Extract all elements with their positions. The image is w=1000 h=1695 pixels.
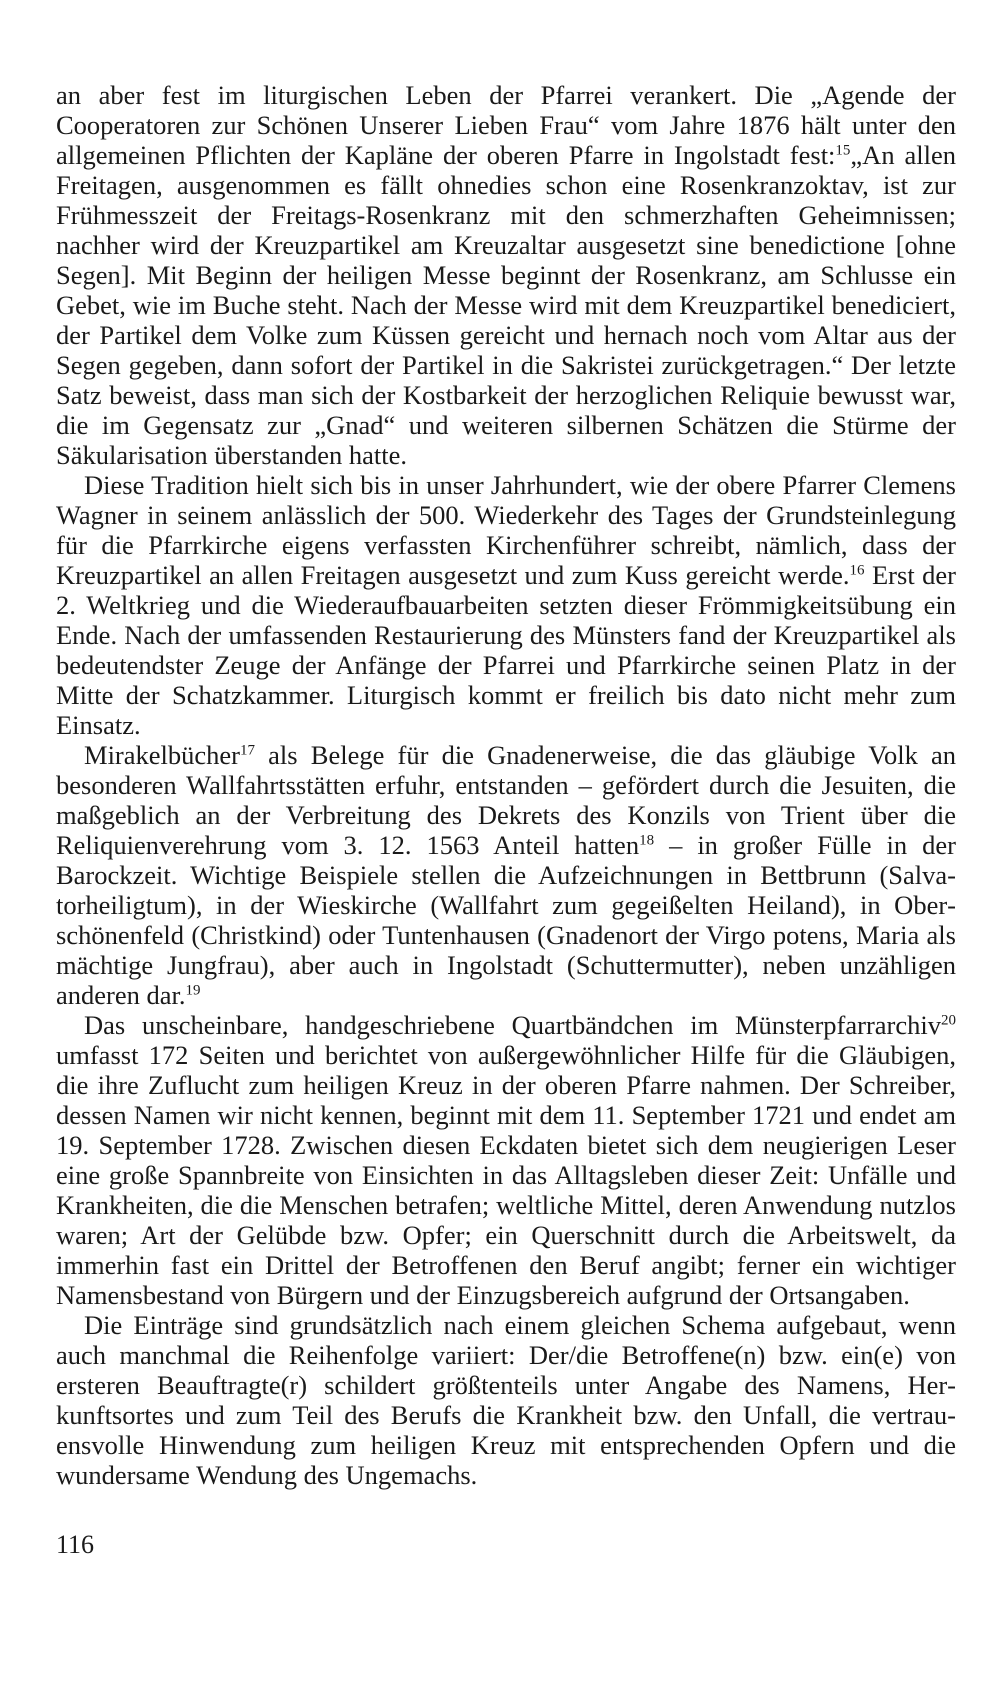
text-run: Die Einträge sind grundsätzlich nach einem gleichen Schema aufgebaut, wenn auch manchmal die Reihenfolge variiert: Der/die Betroffene(n) bzw. ein(e) von ersteren Beauftragte(r) schildert größtenteils unter Angabe des Namens, Herkunftsortes und zum Teil des Berufs die Krankheit bzw. den Unfall, die vertrauensvolle Hinwendung zum heiligen Kreuz mit entsprechenden Opfern und die wundersame Wendung des Ungemachs. bbox=[56, 1310, 956, 1490]
footnote-ref[interactable]: 17 bbox=[240, 742, 255, 759]
page-content bbox=[56, 80, 956, 1490]
footnote-ref[interactable]: 20 bbox=[941, 1012, 956, 1029]
footnote-ref[interactable]: 15 bbox=[835, 142, 851, 159]
page-number: 116 bbox=[56, 1530, 95, 1559]
footnote-ref[interactable]: 19 bbox=[185, 982, 201, 999]
text-run: Erst der 2. Weltkrieg und die Wiederaufbauarbeiten setzten dieser Frömmigkeitsübung ein Ende. Nach der umfassenden Restaurierung des Münsters fand der Kreuzpartikel als bedeutendster Zeuge der Anfänge der Pfarrei und Pfarrkirche seinen Platz in der Mitte der Schatzkammer. Liturgisch kommt er freilich bis dato nicht mehr zum Einsatz. bbox=[56, 560, 956, 740]
body-text bbox=[56, 80, 956, 1490]
footnote-ref[interactable]: 16 bbox=[849, 562, 865, 579]
text-run: Das unscheinbare, handgeschriebene Quartbändchen im Münsterpfarrarchiv bbox=[84, 1010, 941, 1040]
text-run: Diese Tradition hielt sich bis in unser Jahrhundert, wie der obere Pfarrer Clemens Wagner in seinem anlässlich der 500. Wiederkehr des Tages der Grundsteinlegung für die Pfarrkirche eigens verfassten Kirchenführer schreibt, nämlich, dass der Kreuzpartikel an allen Freitagen ausgesetzt und zum Kuss gereicht werde. bbox=[56, 470, 956, 590]
text-run: Mirakelbücher bbox=[84, 740, 240, 770]
paragraph bbox=[56, 80, 956, 470]
paragraph bbox=[56, 1310, 956, 1490]
text-run: „An allen Freitagen, ausgenommen es fällt ohnedies schon eine Rosenkranzoktav, ist zur Frühmesszeit der Freitags-Rosenkranz mit den schmerzhaften Geheimnissen; nachher wird der Kreuzpartikel am Kreuzaltar ausgesetzt sine benedictione [ohne Segen]. Mit Beginn der heiligen Messe beginnt der Rosenkranz, am Schlusse ein Gebet, wie im Buche steht. Nach der Messe wird mit dem Kreuzpartikel benediciert, der Partikel dem Volke zum Küssen gereicht und hernach noch vom Altar aus der Segen gegeben, dann sofort der Partikel in die Sakristei zurückgetragen.“ Der letzte Satz beweist, dass man sich der Kostbarkeit der herzoglichen Reliquie bewusst war, die im Gegensatz zur „Gnad“ und weiteren silbernen Schätzen die Stürme der Säkularisation überstanden hatte. bbox=[56, 140, 956, 470]
paragraph bbox=[56, 740, 956, 1010]
text-run: an aber fest im liturgischen Leben der Pfarrei verankert. Die „Agende der Cooperatoren zur Schönen Unserer Lieben Frau“ vom Jahre 1876 hält unter den allgemeinen Pflichten der Kapläne der oberen Pfarre in Ingolstadt fest: bbox=[56, 80, 956, 170]
text-run: als Belege für die Gnadenerweise, die das gläubige Volk an besonderen Wallfahrtsstätten erfuhr, entstanden – gefördert durch die Jesuiten, die maßgeblich an der Verbreitung des Dekrets des Konzils von Trient über die Reliquienverehrung vom 3. 12. 1563 Anteil hatten bbox=[56, 740, 956, 860]
paragraph bbox=[56, 470, 956, 740]
footnote-ref[interactable]: 18 bbox=[639, 832, 655, 849]
text-run: – in großer Fülle in der Barockzeit. Wichtige Beispiele stellen die Aufzeichnungen in Bettbrunn (Salvatorheiligtum), in der Wieskirche (Wallfahrt zum gegeißelten Heiland), in Oberschönenfeld (Christkind) oder Tuntenhausen (Gnadenort der Virgo potens, Maria als mächtige Jungfrau), aber auch in Ingolstadt (Schuttermutter), neben unzähligen anderen dar. bbox=[56, 830, 956, 1010]
paragraph bbox=[56, 1010, 956, 1310]
text-run: umfasst 172 Seiten und berichtet von außergewöhnlicher Hilfe für die Gläubigen, die ihre Zuflucht zum heiligen Kreuz in der oberen Pfarre nahmen. Der Schreiber, dessen Namen wir nicht kennen, beginnt mit dem 11. September 1721 und endet am 19. September 1728. Zwischen diesen Eckdaten bietet sich dem neugierigen Leser eine große Spannbreite von Einsichten in das Alltagsleben dieser Zeit: Unfälle und Krankheiten, die die Menschen betrafen; weltliche Mittel, deren Anwendung nutzlos waren; Art der Gelübde bzw. Opfer; ein Querschnitt durch die Arbeitswelt, da immerhin fast ein Drittel der Betroffenen den Beruf angibt; ferner ein wichtiger Namensbestand von Bürgern und der Einzugsbereich aufgrund der Ortsangaben. bbox=[56, 1040, 956, 1310]
